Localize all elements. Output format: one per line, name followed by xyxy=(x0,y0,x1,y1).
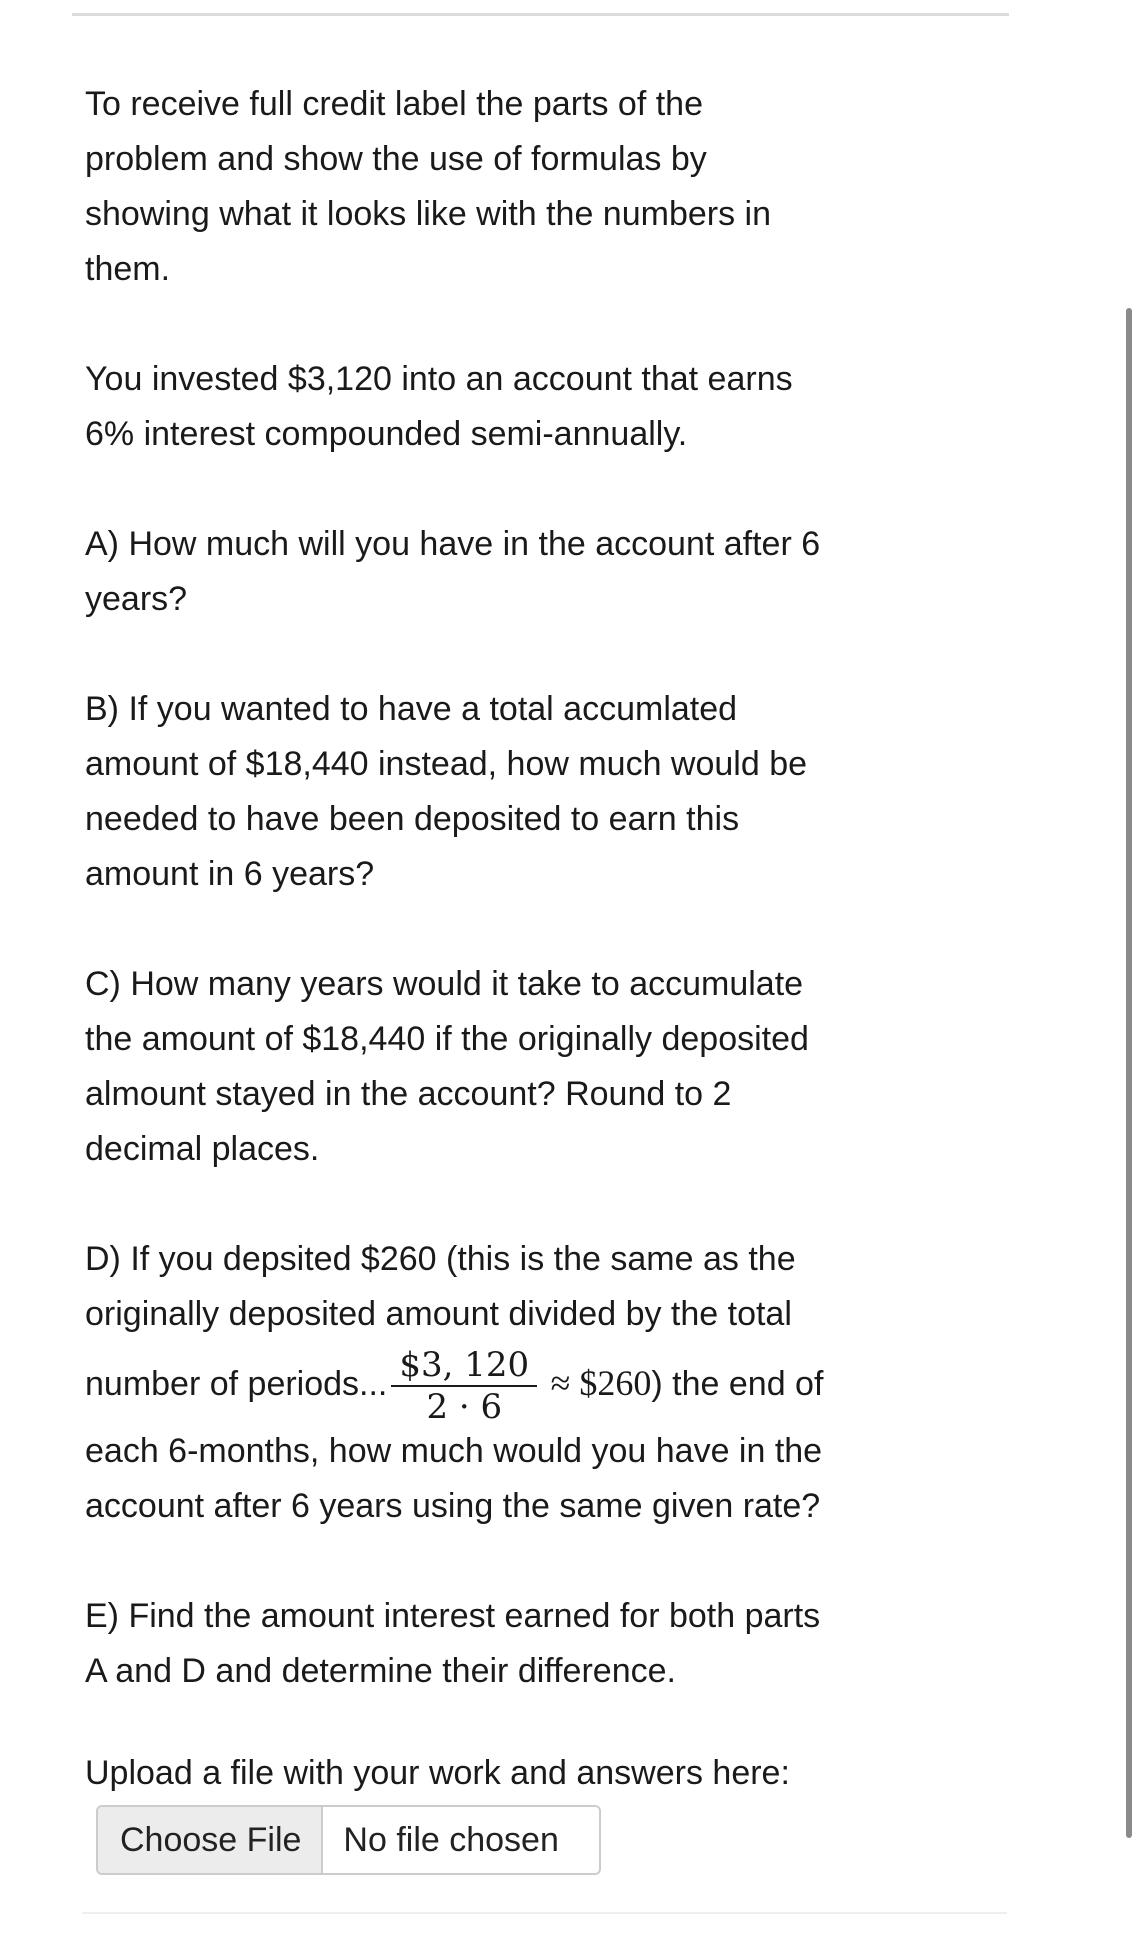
text-line: account after 6 years using the same given rate? xyxy=(85,1487,821,1525)
text-line: problem and show the use of formulas by xyxy=(85,140,707,178)
text-line: amount in 6 years? xyxy=(85,855,375,893)
fraction xyxy=(391,1345,537,1427)
part-a xyxy=(85,517,1005,627)
text-line: originally deposited amount divided by the total xyxy=(85,1295,792,1333)
part-c xyxy=(85,957,1005,1177)
scrollbar[interactable] xyxy=(1126,308,1132,1838)
choose-file-button[interactable]: Choose File xyxy=(98,1807,323,1873)
text-line: each 6-months, how much would you have in the xyxy=(85,1432,823,1470)
text-line: B) If you wanted to have a total accumlated xyxy=(85,690,738,728)
part-e xyxy=(85,1589,1005,1699)
fraction-line xyxy=(85,1342,1005,1428)
text-line: D) If you depsited $260 (this is the same as the xyxy=(85,1240,796,1278)
text-line: To receive full credit label the parts of the xyxy=(85,85,703,123)
upload-section xyxy=(85,1746,1005,1875)
text-line: showing what it looks like with the numbers in xyxy=(85,195,771,233)
text-line: them. xyxy=(85,250,171,288)
file-status: No file chosen xyxy=(343,1820,559,1859)
text-fragment: number of periods... xyxy=(85,1365,388,1403)
fraction-denominator: 2 · 6 xyxy=(426,1387,503,1428)
part-b xyxy=(85,682,1005,902)
text-line: A and D and determine their difference. xyxy=(85,1652,676,1690)
text-line: You invested $3,120 into an account that earns xyxy=(85,360,793,398)
bottom-divider xyxy=(82,1912,1007,1914)
problem-statement xyxy=(85,352,1005,462)
fraction-numerator: $3, 120 xyxy=(391,1345,537,1387)
top-divider xyxy=(72,13,1009,16)
part-d xyxy=(85,1232,1005,1534)
text-line: amount of $18,440 instead, how much would be xyxy=(85,745,808,783)
text-line: years? xyxy=(85,580,188,618)
text-fragment: ) the end of xyxy=(651,1365,824,1403)
text-line: needed to have been deposited to earn this xyxy=(85,800,740,838)
text-line: C) How many years would it take to accumulate xyxy=(85,965,804,1003)
text-line: A) How much will you have in the account after 6 xyxy=(85,525,821,563)
text-line: decimal places. xyxy=(85,1130,320,1168)
approx-value: ≈ $260 xyxy=(550,1363,652,1403)
text-line: the amount of $18,440 if the originally deposited xyxy=(85,1020,809,1058)
text-line: almount stayed in the account? Round to 2 xyxy=(85,1075,732,1113)
text-line: 6% interest compounded semi-annually. xyxy=(85,415,688,453)
text-line: E) Find the amount interest earned for both parts xyxy=(85,1597,821,1635)
question-content xyxy=(85,77,1005,1875)
instructions xyxy=(85,77,1005,297)
upload-label: Upload a file with your work and answers here: xyxy=(85,1754,790,1792)
file-input[interactable] xyxy=(96,1805,601,1875)
